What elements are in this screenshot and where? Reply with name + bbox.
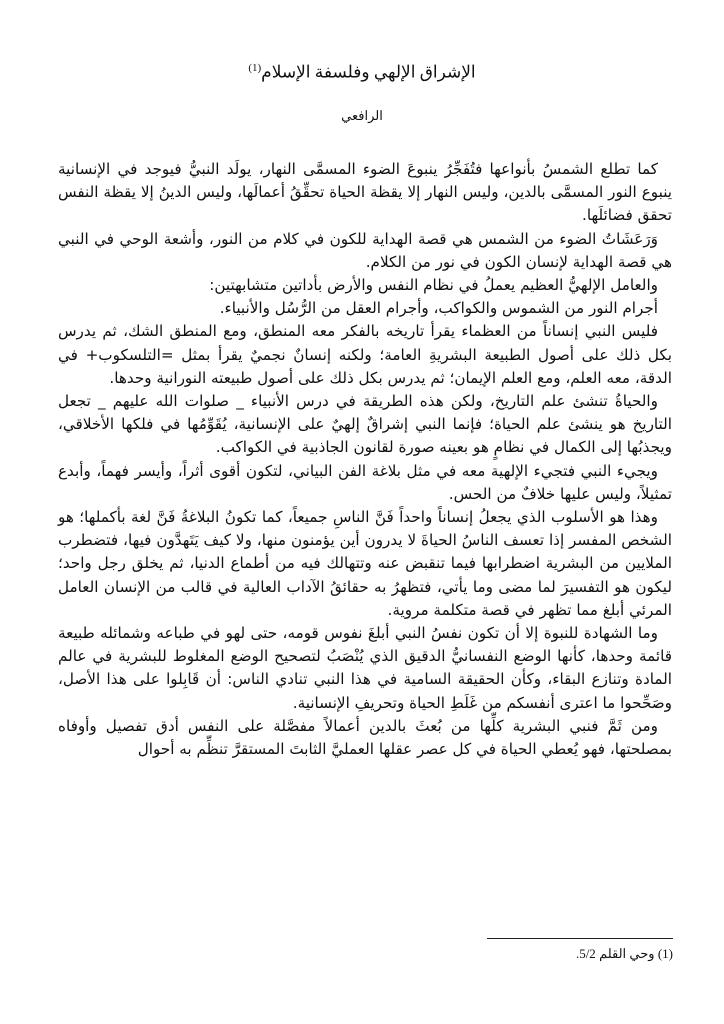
paragraph: والعامل الإلهيُّ العظيم يعملُ في نظام النفس والأرض بأداتين متشابهتين:: [209, 276, 658, 295]
title-footnote-marker: (1): [248, 62, 262, 74]
title-text: الإشراق الإلهي وفلسفة الإسلام: [261, 62, 476, 82]
paragraph: كما تطلع الشمسُ بأنواعها فتُفَجِّرُ ينبوعَ الضوء المسمَّى النهار، يولَد النبيُّ فيوجد في الإنسانية ينبوع النور المسمَّى بالدين، وليس النهار إلا يقظة الحياة تحقِّقُ أعمالَها، وليس الدينُ إلا يقظة النفس تحقق فضائلَها.: [58, 160, 672, 225]
footnote: (1) وحي القلم 5/2.: [575, 946, 673, 961]
paragraph: ويجيء النبي فتجيء الإلهية معه في مثل بلاغة الفن البياني، لتكون أقوى أثراً، وأيسر فهماً، وأبدع تمثيلاً، وليس عليها خلافٌ من الحس.: [58, 461, 672, 503]
paragraph: وهذا هو الأسلوب الذي يجعلُ إنساناً واحداً فَنَّ الناسِ جميعاً، كما تكونُ البلاغةُ فَنَّ لغة بأكملها؛ هو الشخص المفسر إذا تعسف الناسُ الحياةَ لا يدرون أين يؤمنون منها، ولا كيف يَتَهدَّون فيها، فتضطرب الملايين من البشرية اضطرابها فيما تنقبض عنه وتتهالك فيه من أطماع الدنيا، ثم يخلق رجل واحد؛ ليكون هو التفسيرَ لما مضى وما يأتي، فتظهرُ به حقائقُ الآداب العالية في قالب من الإنسان العامل المرئي أبلغ مما تظهر في قصة متكلمة مروية.: [58, 508, 672, 619]
paragraph: والحياةُ تنشئ علم التاريخ، ولكن هذه الطريقة في درس الأنبياء _ صلوات الله عليهم _ تجعل التاريخ هو ينشئ علم الحياة؛ فإنما النبي إشراقٌ إلهيٌ على الإنسانية، يُقَوِّمُها في فلكها الأخلاقي، ويجذبُها إلى الكمال في نظامٍ هو بعينه صورة لقانون الجاذبية في الكواكب.: [58, 392, 672, 457]
paragraph: وَرَعَشَاتُ الضوء من الشمس هي قصة الهداية للكون في كلام من النور، وأشعة الوحي في النبي هي قصة الهداية لإنسان الكون في نور من الكلام.: [58, 229, 672, 271]
paragraph: أجرام النور من الشموس والكواكب، وأجرام العقل من الرُّسُل والأنبياء.: [219, 299, 658, 318]
page-title: [0, 62, 724, 83]
footnote-divider: [487, 938, 673, 939]
paragraph: فليس النبي إنساناً من العظماء يقرأ تاريخه بالفكر معه المنطق، ومع المنطق الشك، ثم يدرس بكل ذلك على أصول الطبيعة البشريةِ العامة؛ ولكنه إنسانٌ نجميٌ يقرأ بمثل =التلسكوب+ في الدقة، معه العلم، ومع العلم الإيمان؛ ثم يدرس بكل ذلك على أصول طبيعته النورانية وحدها.: [58, 322, 672, 387]
paragraph: ومن ثَمَّ فنبي البشرية كلِّها من بُعثَ بالدين أعمالاً مفصَّلة على النفس أدق تفصيل وأوفاه بمصلحتها، فهو يُعطي الحياة في كل عصر عقلها العمليَّ الثابتَ المستقرَّ تنظِّم به أحوال: [58, 716, 672, 759]
body-text: [58, 158, 672, 761]
author-name: الرافعي: [341, 108, 383, 123]
paragraph: وما الشهادة للنبوة إلا أن تكون نفسُ النبي أبلغَ نفوس قومه، حتى لهو في طباعه وشمائله طبيعة قائمة وحدها، كأنها الوضع النفسانيُّ الدقيق الذي يُنْصَبُ لتصحيح الوضع المغلوط للبشرية في عالم المادة وتنازع البقاء، وكأن الحقيقة السامية في هذا النبي تنادي الناس: أن قَابِلوا على هذا الأصل، وصَحِّحوا ما اعترى أنفسكم من غَلَطِ الحياة وتحريفِ الإنسانية.: [58, 624, 672, 712]
